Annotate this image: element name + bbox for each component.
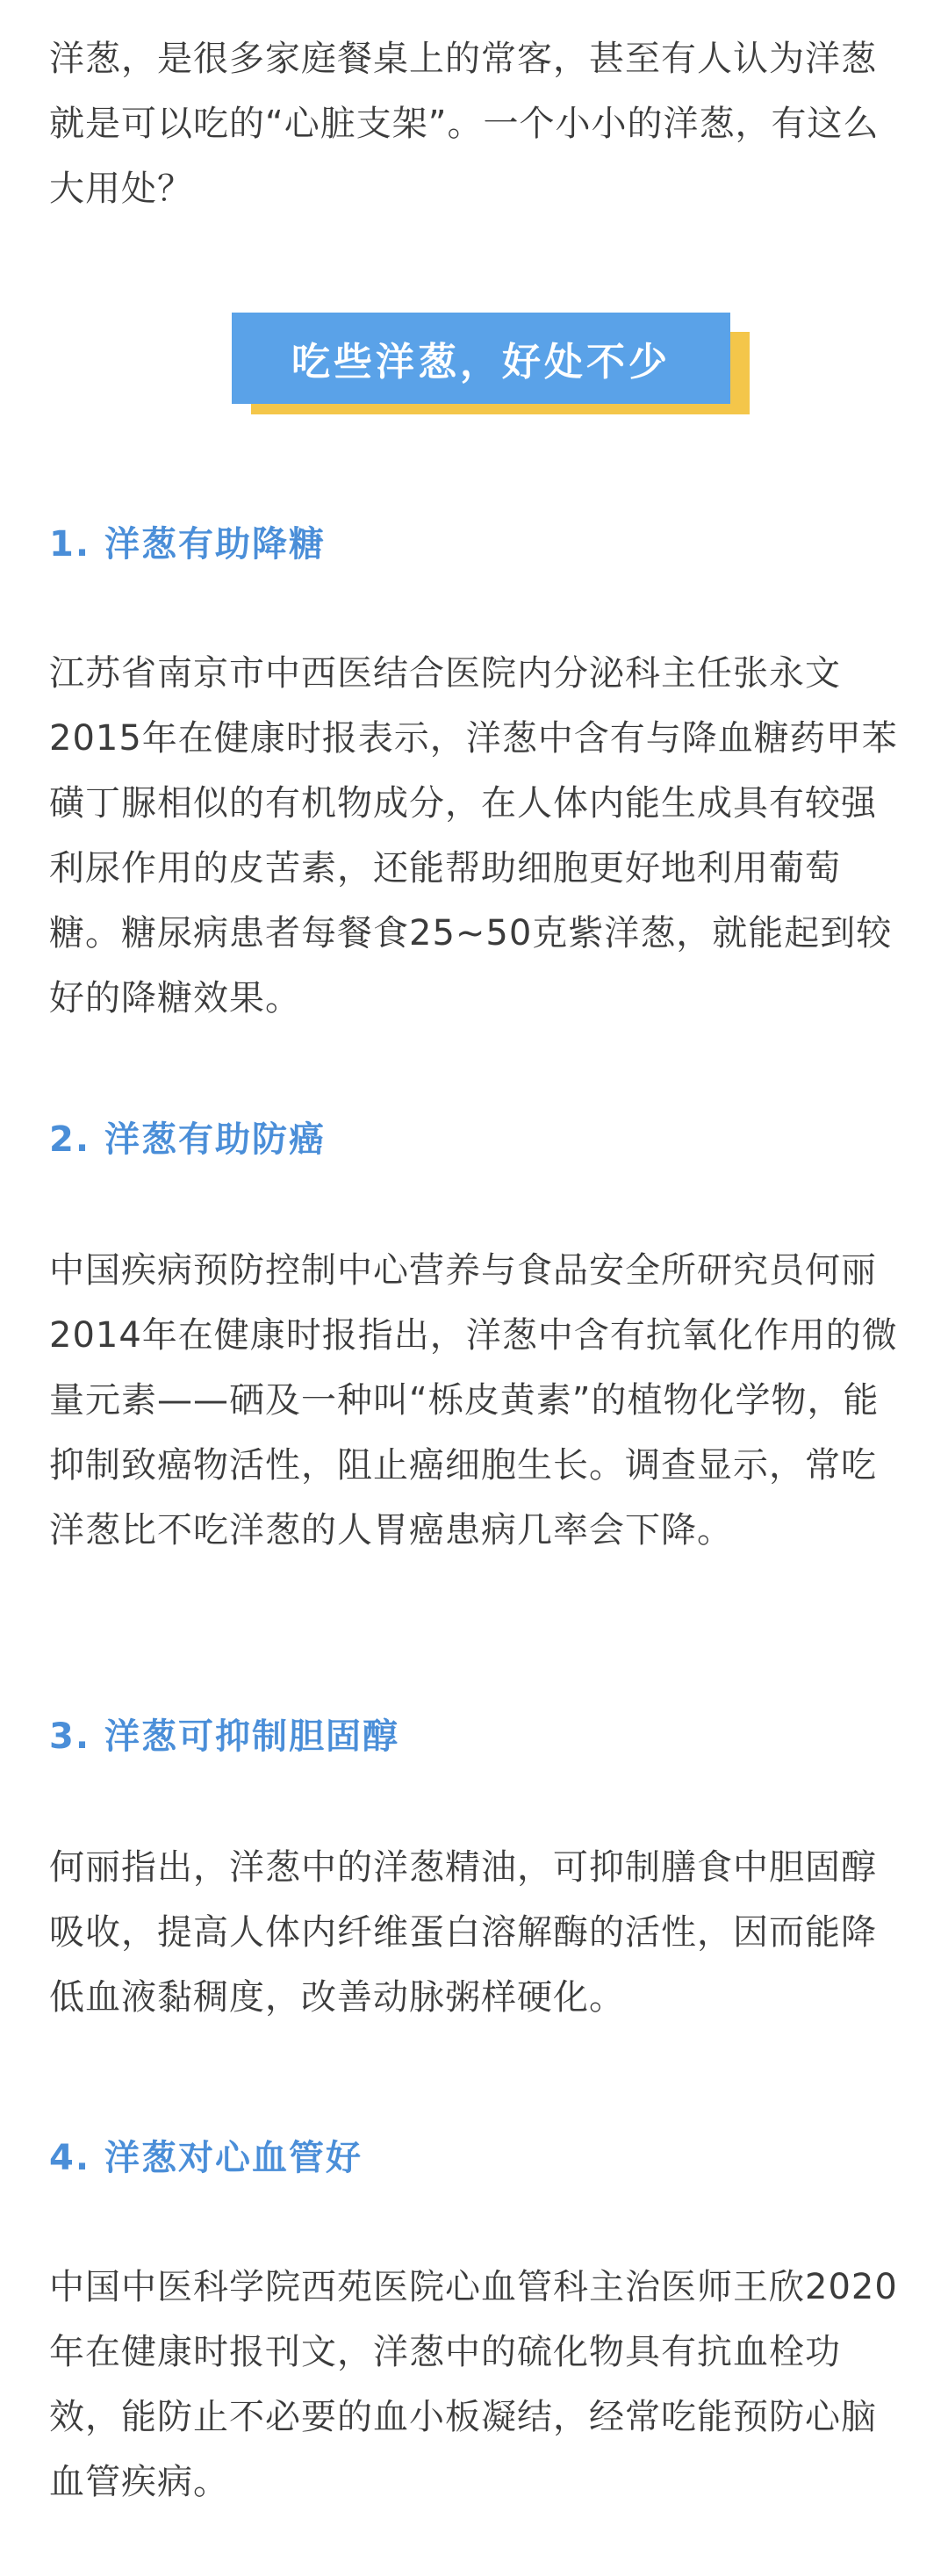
section-banner (232, 313, 750, 414)
section-title-1: 1. 洋葱有助降糖 (49, 524, 326, 565)
section-body-1: 江苏省南京市中西医结合医院内分泌科主任张永文2015年在健康时报表示，洋葱中含有与降血糖药甲苯磺丁脲相似的有机物成分，在人体内能生成具有较强利尿作用的皮苦素，还能帮助细胞更好地利用葡萄糖。糖尿病患者每餐食25~50克紫洋葱，就能起到较好的降糖效果。 (49, 653, 898, 1018)
banner-title: 吃些洋葱，好处不少 (232, 313, 730, 404)
section-title-4: 4. 洋葱对心血管好 (49, 2138, 363, 2178)
section-title-3: 3. 洋葱可抑制胆固醇 (49, 1716, 399, 1757)
section-title-2: 2. 洋葱有助防癌 (49, 1119, 326, 1160)
section-body-2: 中国疾病预防控制中心营养与食品安全所研究员何丽2014年在健康时报指出，洋葱中含有抗氧化作用的微量元素——硒及一种叫“栎皮黄素”的植物化学物，能抑制致癌物活性，阻止癌细胞生长。调查显示，常吃洋葱比不吃洋葱的人胃癌患病几率会下降。 (49, 1250, 898, 1551)
intro-paragraph: 洋葱，是很多家庭餐桌上的常客，甚至有人认为洋葱就是可以吃的“心脏支架”。一个小小的洋葱，有这么大用处？ (49, 39, 880, 209)
section-body-3: 何丽指出，洋葱中的洋葱精油，可抑制膳食中胆固醇吸收，提高人体内纤维蛋白溶解酶的活性，因而能降低血液黏稠度，改善动脉粥样硬化。 (49, 1847, 877, 2018)
section-body-4: 中国中医科学院西苑医院心血管科主治医师王欣2020年在健康时报刊文，洋葱中的硫化物具有抗血栓功效，能防止不必要的血小板凝结，经常吃能预防心脑血管疾病。 (49, 2267, 898, 2502)
